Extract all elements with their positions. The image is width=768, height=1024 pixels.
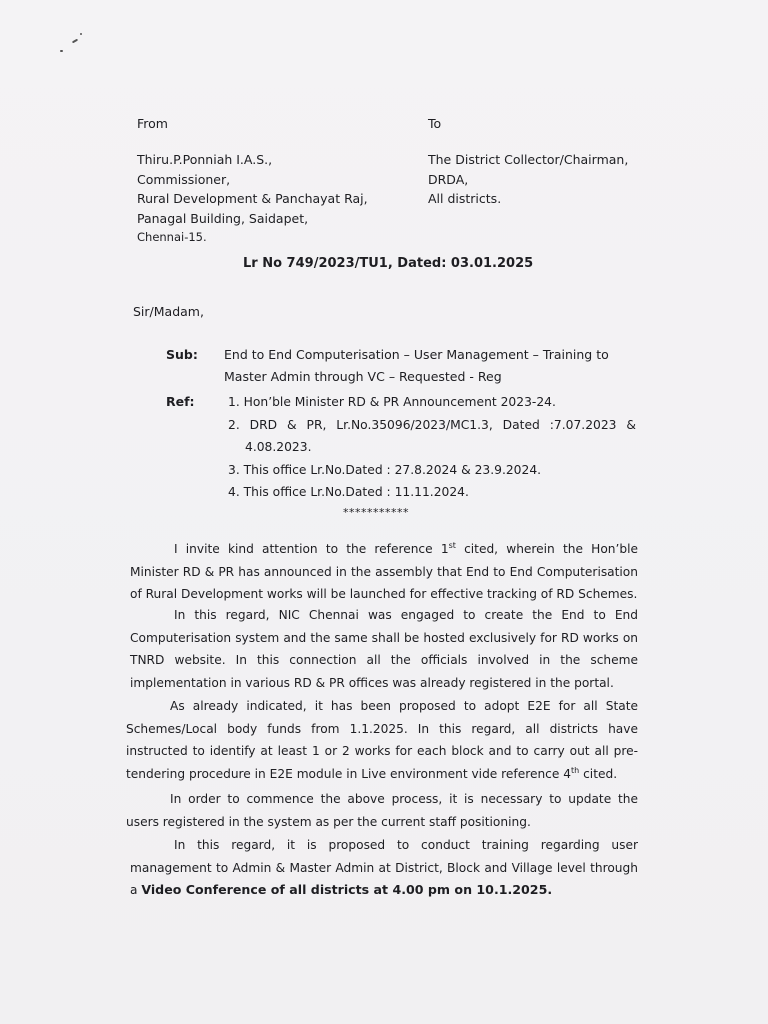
recipient-org: DRDA,: [428, 171, 469, 187]
subject-line-1: End to End Computerisation – User Management – Training to: [224, 347, 609, 362]
recipient-address: [428, 150, 628, 209]
reference-item: 1. Hon’ble Minister RD & PR Announcement 2023-24.: [228, 395, 556, 409]
salutation: Sir/Madam,: [133, 304, 204, 319]
reference-item: 2. DRD & PR, Lr.No.35096/2023/MC1.3, Dated :7.07.2023 &: [228, 417, 636, 432]
reference-item: 3. This office Lr.No.Dated : 27.8.2024 & 23.9.2024.: [228, 462, 542, 477]
sender-address: [137, 150, 368, 248]
recipient-scope: All districts.: [428, 191, 502, 206]
sender-city: Chennai-15.: [137, 230, 207, 244]
vc-schedule: Video Conference of all districts at 4.00 pm on 10.1.2025.: [141, 882, 553, 897]
letter-number: Lr No 749/2023/TU1, Dated: 03.01.2025: [243, 256, 534, 271]
paragraph-2: In this regard, NIC Chennai was engaged to create the End to End Computerisation system and the same shall be hosted exclusively for RD works on TNRD website. In this connection all the officials involved in the scheme implementation in various RD & PR offices was already registered in the portal.: [130, 608, 638, 690]
paragraph-5: In this regard, it is proposed to conduct training regarding user management to Admin & Master Admin at District, Block and Village level through a Video Conference of all districts at 4.00 pm on 10.1.2025.: [130, 838, 638, 897]
paragraph-4: In order to commence the above process, it is necessary to update the users registered in the system as per the current staff positioning.: [126, 792, 638, 829]
to-label: To: [428, 116, 442, 131]
sender-building: Panagal Building, Saidapet,: [137, 210, 309, 226]
sender-department: Rural Development & Panchayat Raj,: [137, 191, 368, 206]
references-label: Ref:: [166, 394, 195, 409]
reference-item-continued: 4.08.2023.: [245, 440, 312, 454]
sender-designation: Commissioner,: [137, 171, 231, 187]
references-list: [228, 391, 636, 504]
subject-line-2: Master Admin through VC – Requested - Reg: [224, 369, 502, 384]
sender-name: Thiru.P.Ponniah I.A.S.,: [137, 152, 273, 167]
separator-stars: ***********: [343, 506, 409, 519]
subject-text: [224, 344, 609, 388]
reference-item: 4. This office Lr.No.Dated : 11.11.2024.: [228, 485, 469, 499]
paragraph-3: As already indicated, it has been proposed to adopt E2E for all State Schemes/Local body funds from 1.1.2025. In this regard, all districts have instructed to identify at least 1 or 2 works for each block and to carry out all pre-tendering procedure in E2E module in Live environment vide reference 4th cited.: [126, 699, 638, 781]
paragraph-1: I invite kind attention to the reference 1st cited, wherein the Hon’ble Minister RD & PR has announced in the assembly that End to End Computerisation of Rural Development works will be launched for effective tracking of RD Schemes.: [130, 540, 638, 601]
from-label: From: [137, 116, 168, 131]
recipient-title: The District Collector/Chairman,: [428, 152, 629, 167]
subject-label: Sub:: [166, 347, 198, 362]
